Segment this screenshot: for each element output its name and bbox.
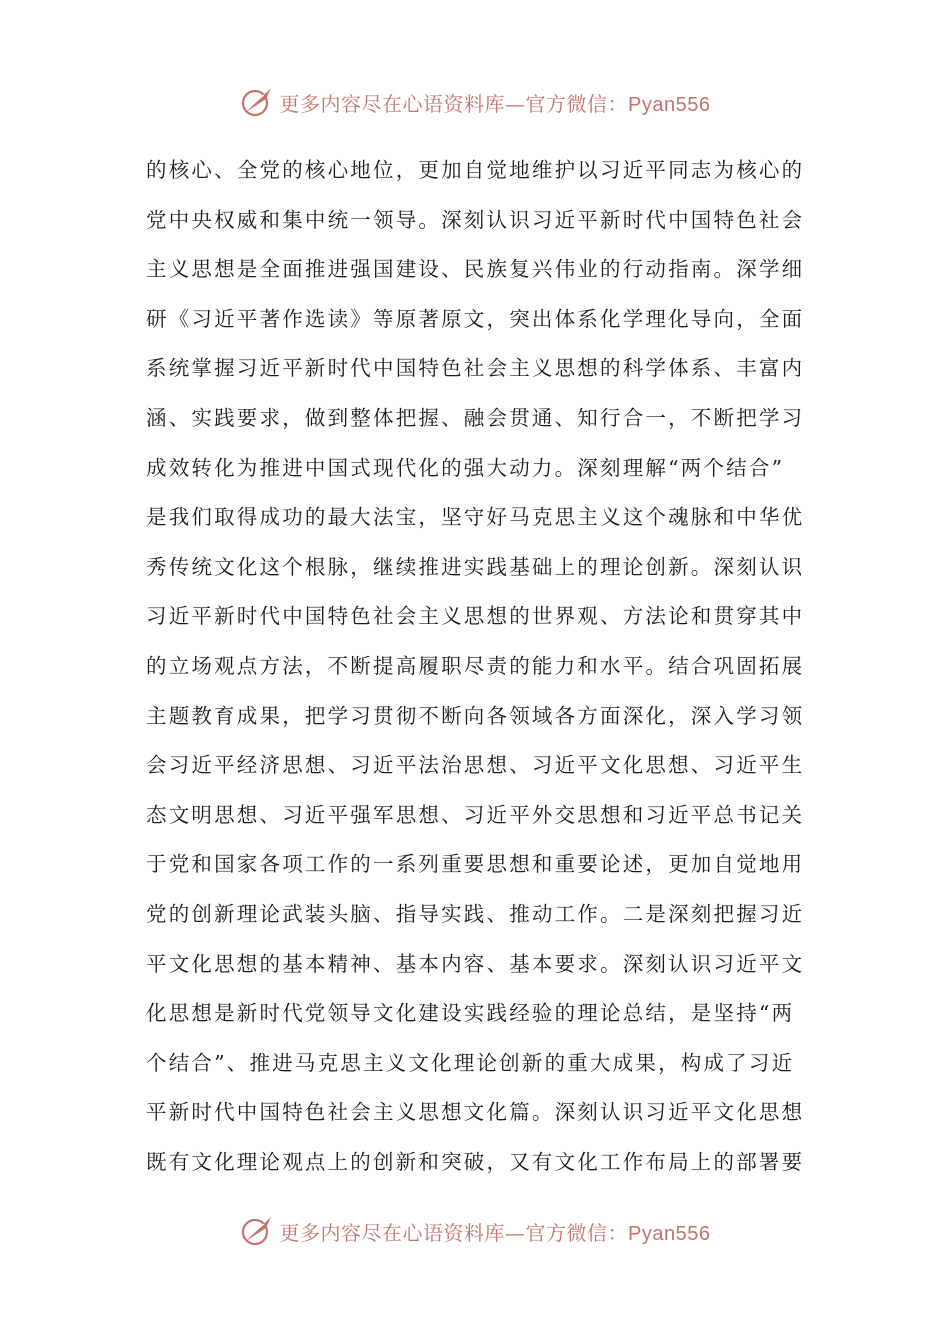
body-line: 秀传统文化这个根脉，继续推进实践基础上的理论创新。深刻认识 — [146, 554, 805, 579]
body-line: 平新时代中国特色社会主义思想文化篇。深刻认识习近平文化思想 — [146, 1100, 805, 1125]
watermark-text — [280, 88, 711, 117]
body-line: 成效转化为推进中国式现代化的强大动力。深刻理解“两个结合” — [146, 455, 785, 480]
body-line: 主题教育成果，把学习贯彻不断向各领域各方面深化，深入学习领 — [146, 703, 805, 728]
body-line: 的核心、全党的核心地位，更加自觉地维护以习近平同志为核心的 — [146, 158, 805, 182]
body-line: 于党和国家各项工作的一系列重要思想和重要论述，更加自觉地用 — [146, 852, 805, 877]
body-line: 平文化思想的基本精神、基本内容、基本要求。深刻认识习近平文 — [146, 951, 805, 976]
body-line: 会习近平经济思想、习近平法治思想、习近平文化思想、习近平生 — [146, 753, 805, 778]
header-watermark — [0, 82, 950, 122]
body-line: 的立场观点方法，不断提高履职尽责的能力和水平。结合巩固拓展 — [146, 653, 805, 678]
watermark-prefix: 更多内容尽在心语资料库—官方微信： — [279, 91, 629, 116]
footer-watermark — [0, 1211, 950, 1251]
quill-logo-icon — [240, 1214, 274, 1248]
body-line: 系统掌握习近平新时代中国特色社会主义思想的科学体系、丰富内 — [146, 356, 805, 381]
document-body — [146, 146, 806, 1187]
body-line: 态文明思想、习近平强军思想、习近平外交思想和习近平总书记关 — [146, 802, 805, 827]
body-line: 化思想是新时代党领导文化建设实践经验的理论总结，是坚持“两 — [146, 1001, 795, 1026]
body-line: 个结合”、推进马克思主义文化理论创新的重大成果，构成了习近 — [146, 1050, 795, 1075]
quill-logo-icon — [240, 85, 274, 119]
watermark-prefix: 更多内容尽在心语资料库—官方微信： — [279, 1220, 629, 1245]
body-line: 主义思想是全面推进强国建设、民族复兴伟业的行动指南。深学细 — [146, 257, 805, 282]
body-line: 是我们取得成功的最大法宝，坚守好马克思主义这个魂脉和中华优 — [146, 505, 805, 530]
body-line: 党中央权威和集中统一领导。深刻认识习近平新时代中国特色社会 — [146, 207, 805, 232]
watermark-text — [280, 1217, 711, 1246]
body-line: 党的创新理论武装头脑、指导实践、推动工作。二是深刻把握习近 — [146, 901, 805, 926]
body-line: 习近平新时代中国特色社会主义思想的世界观、方法论和贯穿其中 — [146, 604, 805, 629]
watermark-wechat-id: Pyan556 — [628, 93, 711, 116]
body-line: 研《习近平著作选读》等原著原文，突出体系化学理化导向，全面 — [146, 306, 805, 331]
body-line: 涵、实践要求，做到整体把握、融会贯通、知行合一，不断把学习 — [146, 405, 805, 430]
body-line: 既有文化理论观点上的创新和突破，又有文化工作布局上的部署要 — [146, 1149, 805, 1174]
watermark-wechat-id: Pyan556 — [628, 1222, 711, 1245]
